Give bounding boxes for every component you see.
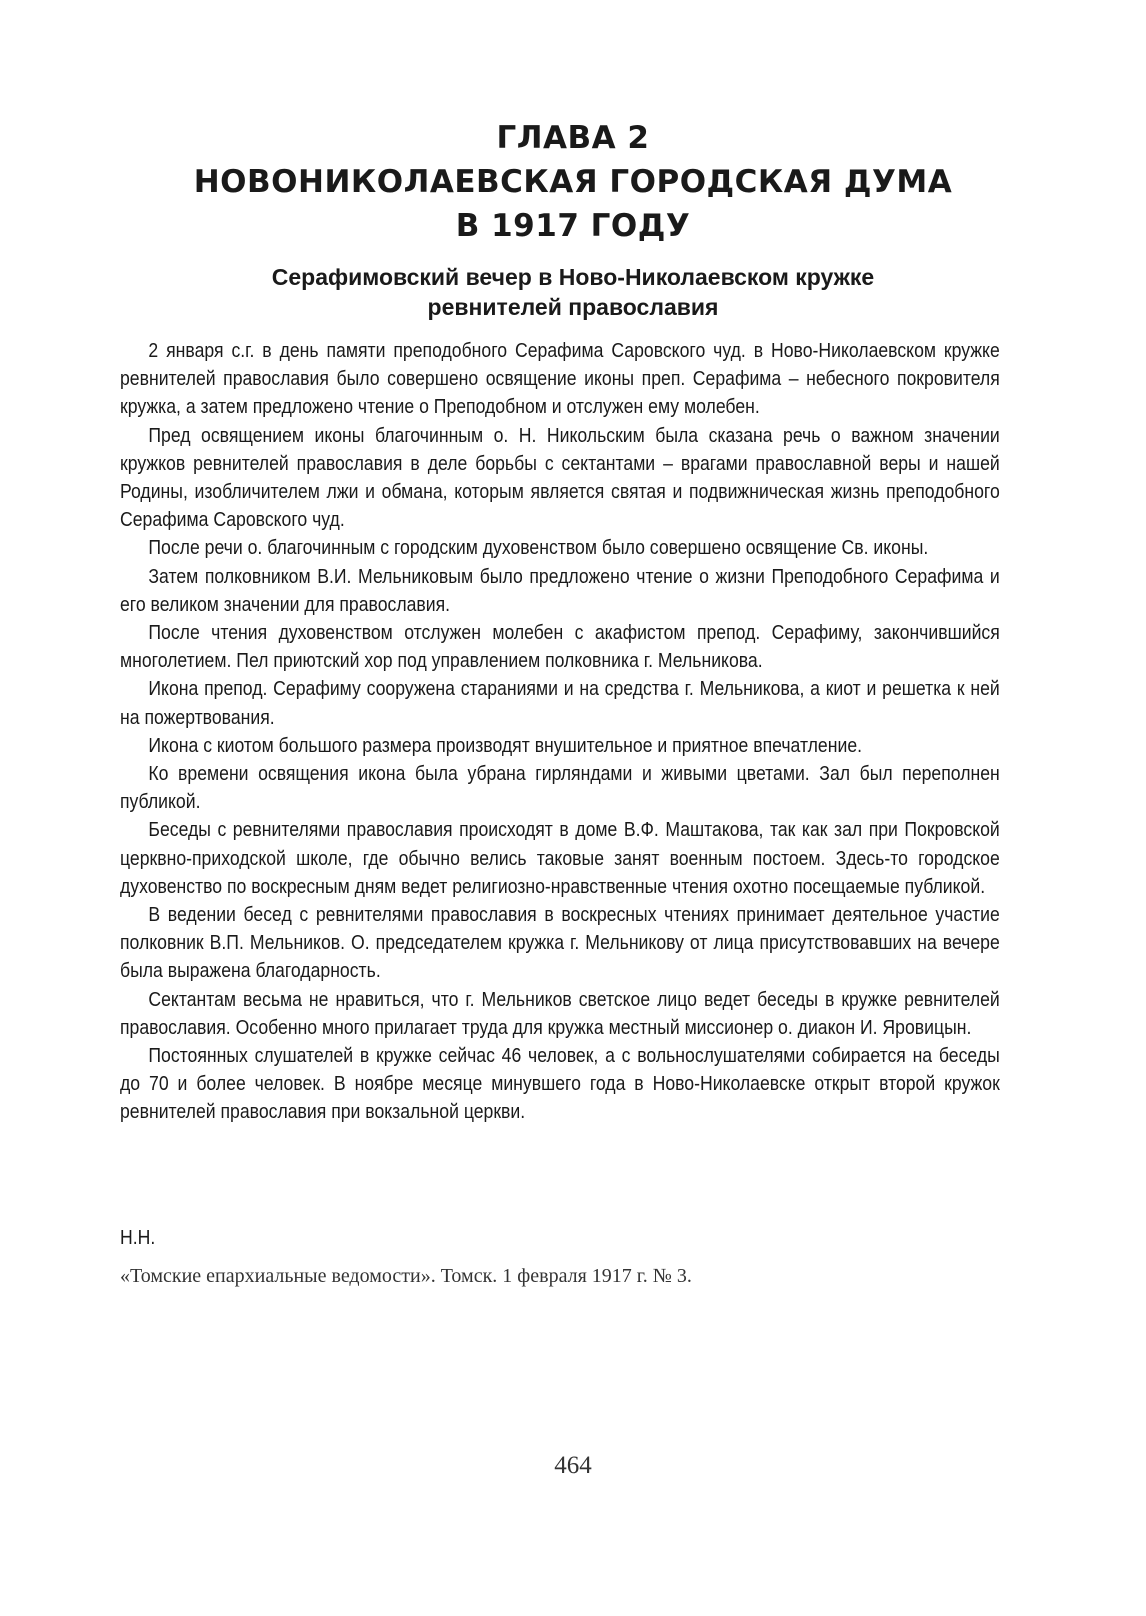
chapter-number: ГЛАВА 2 xyxy=(496,120,650,156)
article-title-line-1: Серафимовский вечер в Ново-Николаевском кружке xyxy=(271,264,875,290)
article-title xyxy=(150,262,996,322)
paragraph: Постоянных слушателей в кружке сейчас 46 человек, а с вольнослушателями собирается на беседы до 70 и более человек. В ноябре месяце минувшего года в Ново-Николаевске открыт второй кружок ревнителей православия при вокзальной церкви. xyxy=(120,1044,1000,1124)
article-body xyxy=(120,337,1000,1127)
chapter-title: НОВОНИКОЛАЕВСКАЯ ГОРОДСКАЯ ДУМА xyxy=(193,164,953,200)
page-number: 464 xyxy=(554,1452,592,1479)
paragraph: Ко времени освящения икона была убрана гирляндами и живыми цветами. Зал был переполнен публикой. xyxy=(120,762,1000,814)
paragraph: Икона с киотом большого размера производят внушительное и приятное впечатление. xyxy=(148,733,863,757)
paragraph: После чтения духовенством отслужен молебен с акафистом препод. Серафиму, закончившийся многолетием. Пел приютский хор под управлением полковника г. Мельникова. xyxy=(120,621,1000,673)
paragraph: В ведении бесед с ревнителями православия в воскресных чтениях принимает деятельное участие полковник В.П. Мельников. О. председателем кружка г. Мельникову от лица присутствовавших на вечере была выражена благодарность. xyxy=(120,903,1000,983)
paragraph: После речи о. благочинным с городским духовенством было совершено освящение Св. иконы. xyxy=(148,536,929,560)
source-citation: «Томские епархиальные ведомости». Томск. 1 февраля 1917 г. № 3. xyxy=(120,1265,692,1287)
article-title-line-2: ревнителей православия xyxy=(427,294,719,320)
paragraph: Сектантам весьма не нравиться, что г. Мельников светское лицо ведет беседы в кружке ревнителей православия. Особенно много прилагает труда для кружка местный миссионер о. диакон И. Яровицын. xyxy=(120,987,1000,1039)
chapter-title-year: В 1917 ГОДУ xyxy=(455,208,691,244)
chapter-heading xyxy=(0,116,1146,248)
paragraph: Пред освящением иконы благочинным о. Н. Никольским была сказана речь о важном значении кружков ревнителей православия в деле борьбы с сектантами – врагами православной веры и нашей Родины, изобличителем лжи и обмана, которым является святая и подвижническая жизнь преподобного Серафима Саровского чуд. xyxy=(120,423,1000,532)
paragraph: Затем полковником В.И. Мельниковым было предложено чтение о жизни Преподобного Серафима и его великом значении для православия. xyxy=(120,564,1000,616)
paragraph: 2 января с.г. в день памяти преподобного Серафима Саровского чуд. в Ново-Николаевском кружке ревнителей православия было совершено освящение иконы преп. Серафима – небесного покровителя кружка, а затем предложено чтение о Преподобном и отслужен ему молебен. xyxy=(120,339,1000,419)
author-signature: Н.Н. xyxy=(120,1226,156,1249)
paragraph: Икона препод. Серафиму сооружена стараниями и на средства г. Мельникова, а киот и решетка к ней на пожертвования. xyxy=(120,677,1000,729)
paragraph: Беседы с ревнителями православия происходят в доме В.Ф. Маштакова, так как зал при Покровской церквно-приходской школе, где обычно велись таковые занят военным постоем. Здесь-то городское духовенство по воскресным дням ведет религиозно-нравственные чтения охотно посещаемые публикой. xyxy=(120,818,1000,898)
